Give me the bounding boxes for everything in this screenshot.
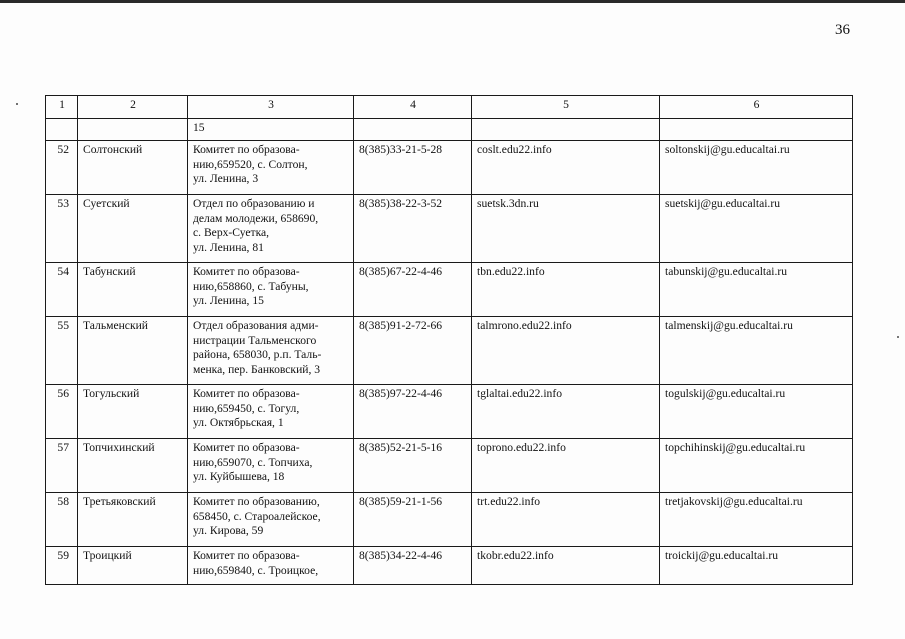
organization-address: Комитет по образова- нию,658860, с. Табуны, ул. Ленина, 15 xyxy=(188,263,354,317)
website: talmrono.edu22.info xyxy=(472,317,660,385)
continued-address-cell: 15 xyxy=(188,119,354,141)
table-row xyxy=(46,385,853,439)
phone-number: 8(385)59-21-1-56 xyxy=(354,493,472,547)
website: tkobr.edu22.info xyxy=(472,547,660,585)
column-header: 3 xyxy=(188,96,354,119)
website: trt.edu22.info xyxy=(472,493,660,547)
column-header: 6 xyxy=(660,96,853,119)
email: troickij@gu.educaltai.ru xyxy=(660,547,853,585)
table-cell xyxy=(660,119,853,141)
phone-number: 8(385)38-22-3-52 xyxy=(354,195,472,263)
margin-tick xyxy=(897,336,899,338)
district-name: Солтонский xyxy=(78,141,188,195)
email: tretjakovskij@gu.educaltai.ru xyxy=(660,493,853,547)
table-row xyxy=(46,493,853,547)
website: tglaltai.edu22.info xyxy=(472,385,660,439)
organization-address: Отдел по образованию и делам молодежи, 658690, с. Верх-Суетка, ул. Ленина, 81 xyxy=(188,195,354,263)
organization-address: Комитет по образова- нию,659520, с. Солтон, ул. Ленина, 3 xyxy=(188,141,354,195)
organization-address: Комитет по образова- нию,659070, с. Топчиха, ул. Куйбышева, 18 xyxy=(188,439,354,493)
website: toprono.edu22.info xyxy=(472,439,660,493)
table-row xyxy=(46,439,853,493)
phone-number: 8(385)91-2-72-66 xyxy=(354,317,472,385)
organization-address: Комитет по образова- нию,659450, с. Тогул, ул. Октябрьская, 1 xyxy=(188,385,354,439)
email: suetskij@gu.educaltai.ru xyxy=(660,195,853,263)
continuation-row xyxy=(46,119,853,141)
table-row xyxy=(46,317,853,385)
email: talmenskij@gu.educaltai.ru xyxy=(660,317,853,385)
organizations-table xyxy=(45,95,853,585)
website: coslt.edu22.info xyxy=(472,141,660,195)
phone-number: 8(385)67-22-4-46 xyxy=(354,263,472,317)
row-number: 57 xyxy=(46,439,78,493)
table-row xyxy=(46,195,853,263)
table-cell xyxy=(46,119,78,141)
table-cell xyxy=(78,119,188,141)
district-name: Суетский xyxy=(78,195,188,263)
email: togulskij@gu.educaltai.ru xyxy=(660,385,853,439)
row-number: 53 xyxy=(46,195,78,263)
row-number: 52 xyxy=(46,141,78,195)
table-row xyxy=(46,547,853,585)
organization-address: Комитет по образова- нию,659840, с. Троицкое, xyxy=(188,547,354,585)
table-row xyxy=(46,141,853,195)
column-header: 1 xyxy=(46,96,78,119)
website: tbn.edu22.info xyxy=(472,263,660,317)
table-cell xyxy=(354,119,472,141)
email: tabunskij@gu.educaltai.ru xyxy=(660,263,853,317)
page-number: 36 xyxy=(835,22,850,38)
organization-address: Отдел образования адми- нистрации Тальменского района, 658030, р.п. Таль- менка, пер. Банковский, 3 xyxy=(188,317,354,385)
row-number: 56 xyxy=(46,385,78,439)
row-number: 59 xyxy=(46,547,78,585)
phone-number: 8(385)33-21-5-28 xyxy=(354,141,472,195)
district-name: Табунский xyxy=(78,263,188,317)
column-header: 5 xyxy=(472,96,660,119)
district-name: Топчихинский xyxy=(78,439,188,493)
column-number-row xyxy=(46,96,853,119)
district-name: Третьяковский xyxy=(78,493,188,547)
phone-number: 8(385)52-21-5-16 xyxy=(354,439,472,493)
table-cell xyxy=(472,119,660,141)
column-header: 2 xyxy=(78,96,188,119)
district-name: Тогульский xyxy=(78,385,188,439)
district-name: Тальменский xyxy=(78,317,188,385)
top-scan-rule xyxy=(0,0,905,3)
email: topchihinskij@gu.educaltai.ru xyxy=(660,439,853,493)
organization-address: Комитет по образованию, 658450, с. Староалейское, ул. Кирова, 59 xyxy=(188,493,354,547)
row-number: 58 xyxy=(46,493,78,547)
table-row xyxy=(46,263,853,317)
district-name: Троицкий xyxy=(78,547,188,585)
phone-number: 8(385)34-22-4-46 xyxy=(354,547,472,585)
row-number: 54 xyxy=(46,263,78,317)
phone-number: 8(385)97-22-4-46 xyxy=(354,385,472,439)
column-header: 4 xyxy=(354,96,472,119)
email: soltonskij@gu.educaltai.ru xyxy=(660,141,853,195)
website: suetsk.3dn.ru xyxy=(472,195,660,263)
row-number: 55 xyxy=(46,317,78,385)
margin-dot xyxy=(16,103,18,105)
